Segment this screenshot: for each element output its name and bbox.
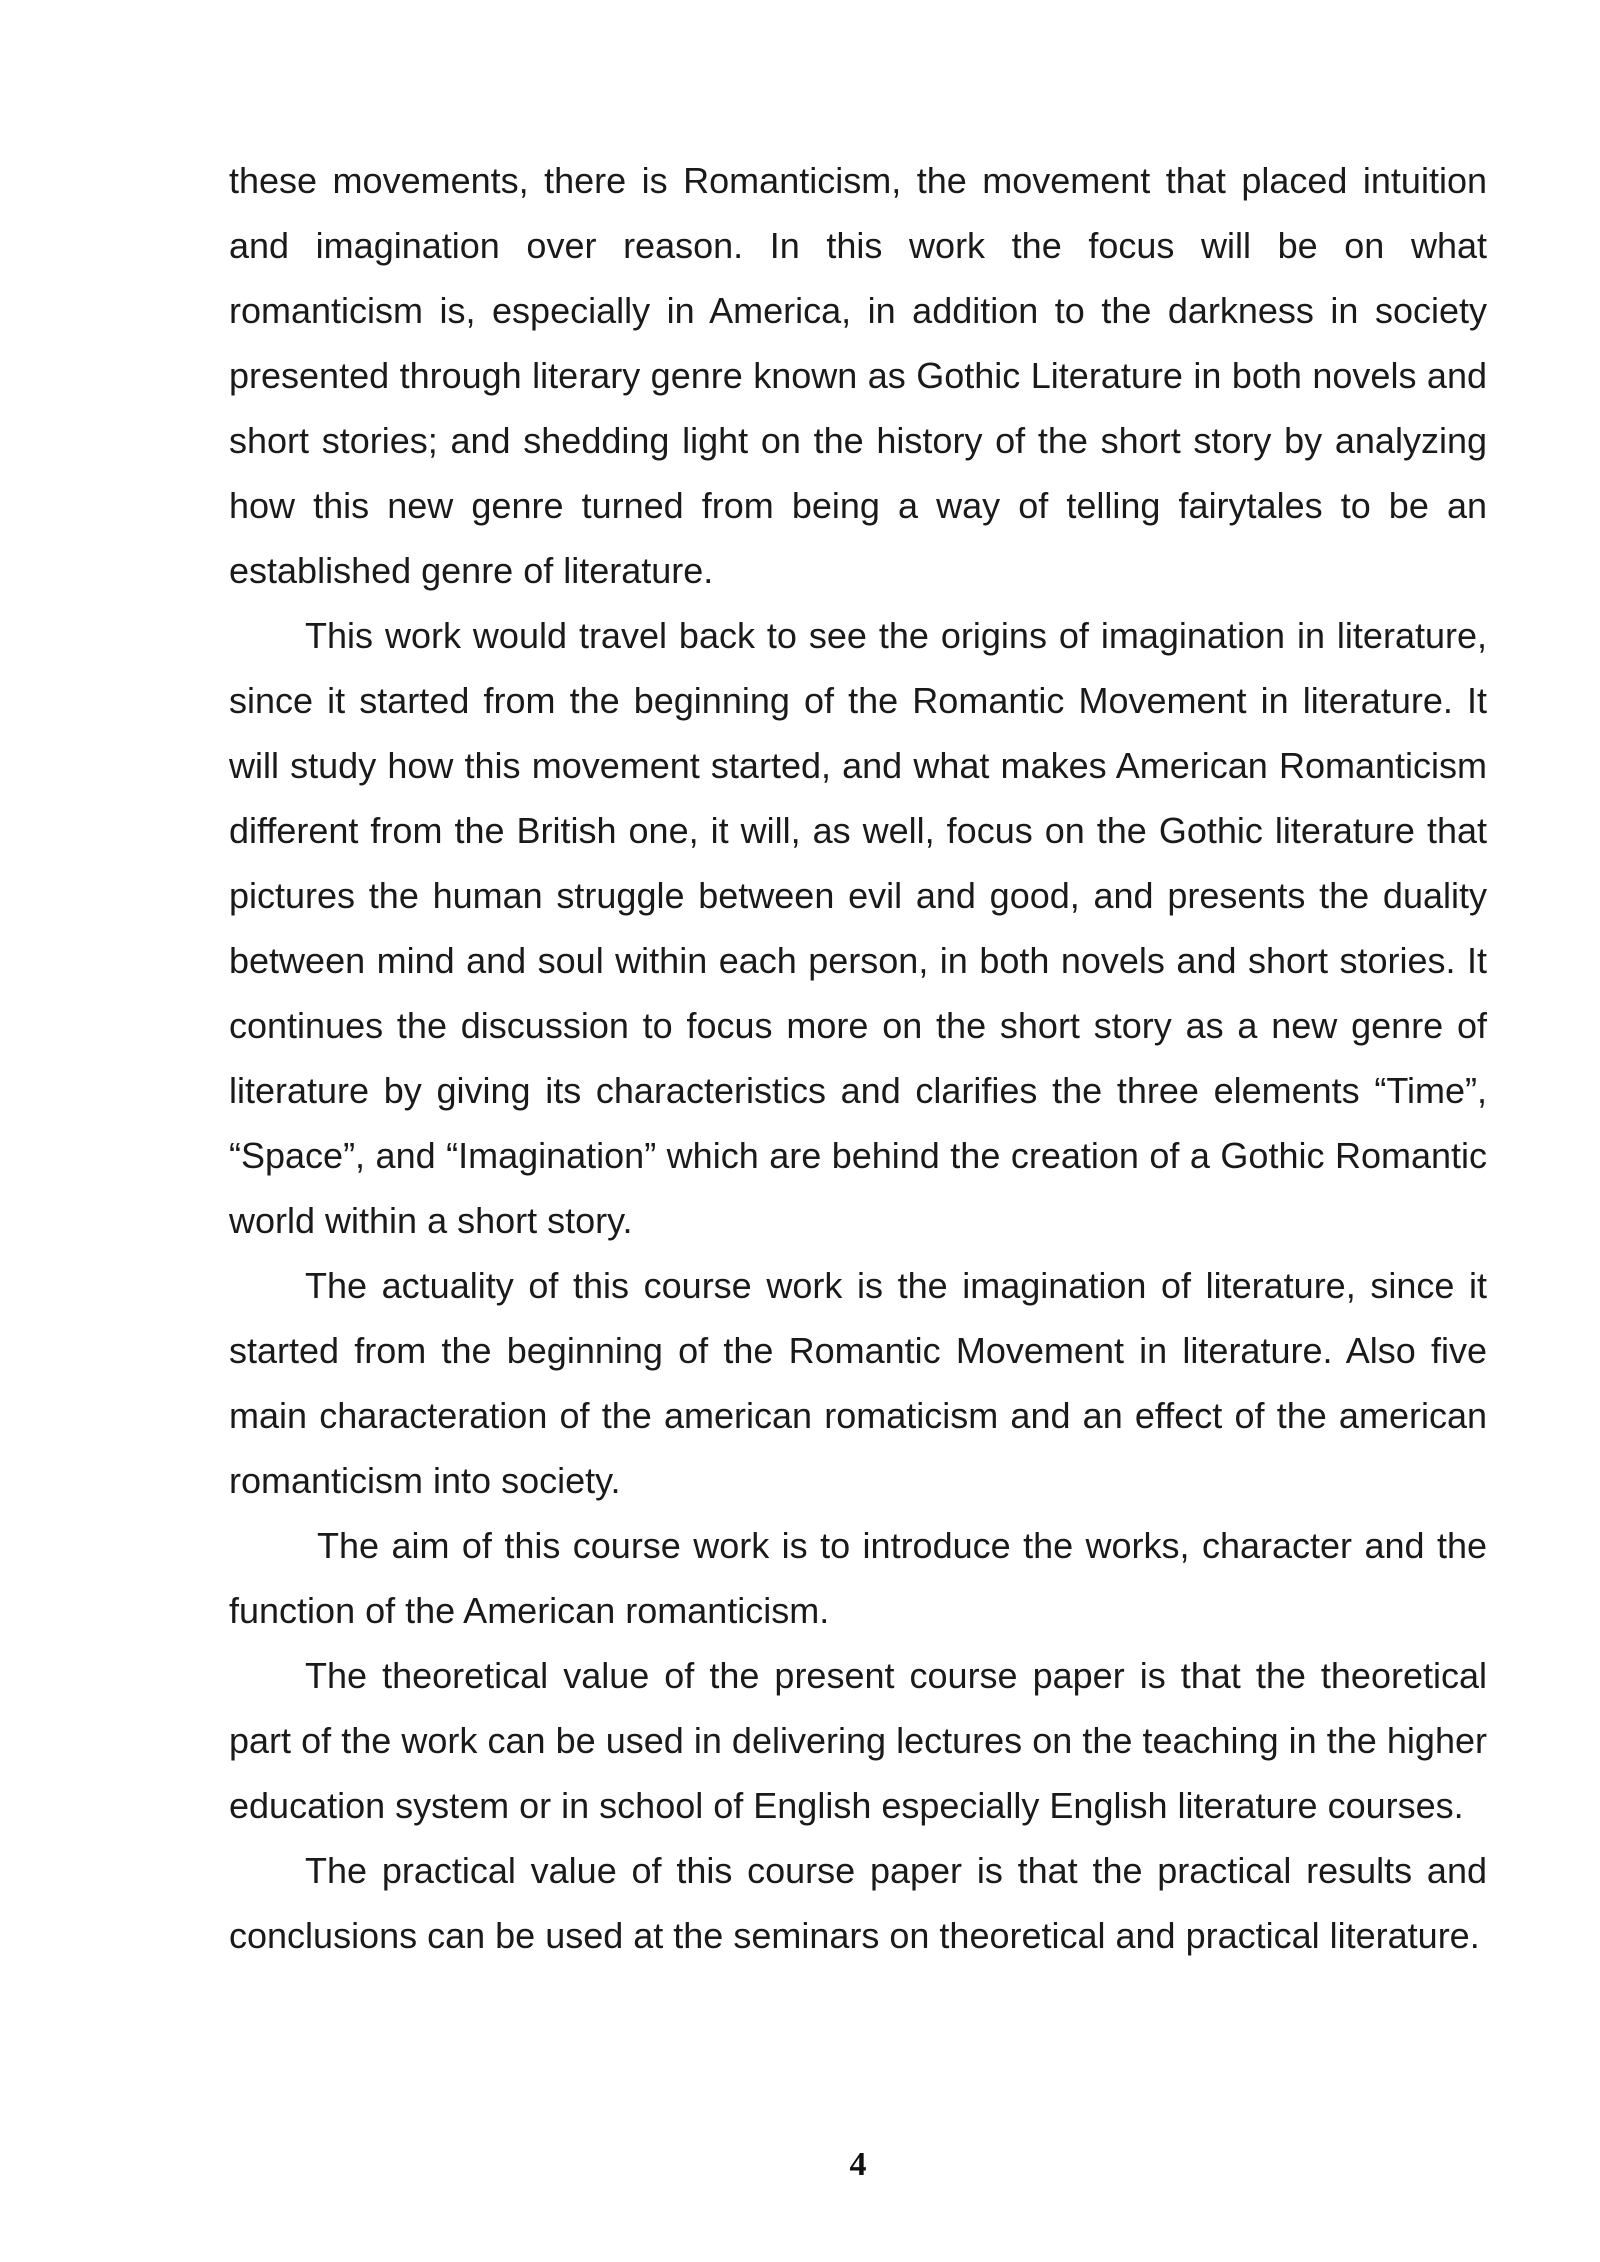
body-text [229,148,1487,1968]
paragraph-continuation: these movements, there is Romanticism, the movement that placed intuition and imagination over reason. In this work the focus will be on what romanticism is, especially in America, in addition to the darkness in society presented through literary genre known as Gothic Literature in both novels and short stories; and shedding light on the history of the short story by analyzing how this new genre turned from being a way of telling fairytales to be an established genre of literature. [229,160,1487,591]
paragraph-theoretical-value: The theoretical value of the present course paper is that the theoretical part of the work can be used in delivering lectures on the teaching in the higher education system or in school of English especially English literature courses. [229,1655,1487,1826]
paragraph-actuality: The actuality of this course work is the imagination of literature, since it started from the beginning of the Romantic Movement in literature. Also five main characteration of the american romaticism and an effect of the american romanticism into society. [229,1265,1487,1501]
paragraph-practical-value: The practical value of this course paper is that the practical results and conclusions can be used at the seminars on theoretical and practical literature. [229,1850,1487,1956]
page-number: 4 [849,2146,867,2183]
paragraph-overview: This work would travel back to see the origins of imagination in literature, since it started from the beginning of the Romantic Movement in literature. It will study how this movement started, and what makes American Romanticism different from the British one, it will, as well, focus on the Gothic literature that pictures the human struggle between evil and good, and presents the duality between mind and soul within each person, in both novels and short stories. It continues the discussion to focus more on the short story as a new genre of literature by giving its characteristics and clarifies the three elements “Time”, “Space”, and “Imagination” which are behind the creation of a Gothic Romantic world within a short story. [229,615,1487,1241]
paragraph-aim: The aim of this course work is to introduce the works, character and the function of the American romanticism. [229,1525,1487,1631]
